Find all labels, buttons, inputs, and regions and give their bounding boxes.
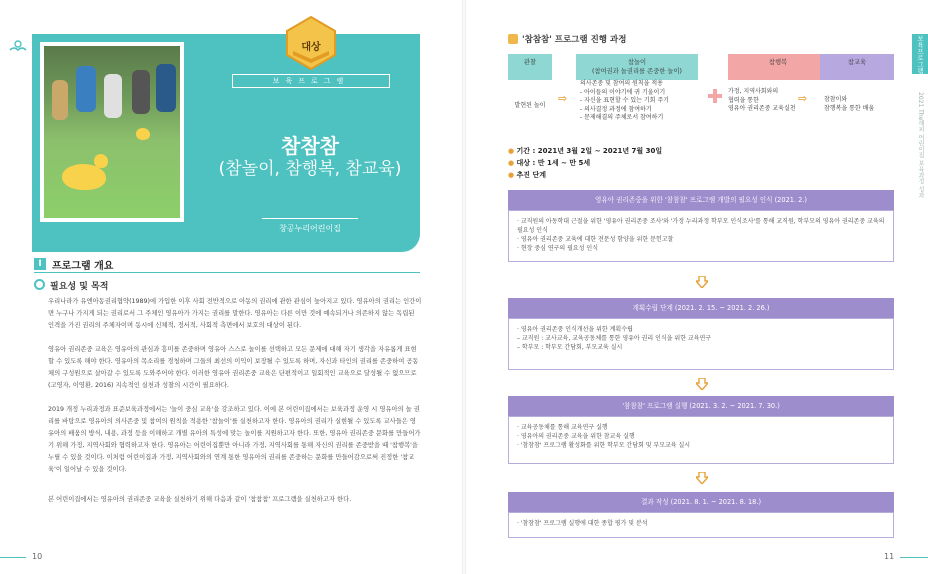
stage-body-happy xyxy=(728,88,838,114)
step-2-body xyxy=(508,318,894,370)
play-item: - 의사결정 과정에 참여하기 xyxy=(580,105,652,113)
section-number: I xyxy=(34,258,46,270)
play-item: - 아이들의 이야기에 귀 기울이기 xyxy=(580,88,666,96)
step-1-body xyxy=(508,210,894,262)
step-4-head: 결과 작성 (2021. 8. 1. ~ 2021. 8. 18.) xyxy=(508,492,894,512)
program-band: 보육프로그램 xyxy=(232,74,390,88)
target-badge-label: 대상 xyxy=(301,42,321,53)
happy-item: 협력을 통한 xyxy=(728,96,759,104)
school-name: 창공누리어린이집 xyxy=(262,218,358,234)
step-item: · '참참참' 프로그램 활성화를 위한 학부모 간담회 및 부모교육 실시 xyxy=(517,442,691,449)
arrow-right-icon: ⇨ xyxy=(558,92,568,105)
happy-item: 영유아 권리존중 교육실천 xyxy=(728,105,796,112)
section-title: 프로그램 개요 xyxy=(52,261,114,272)
page-number: 11 xyxy=(884,552,895,561)
step-item: – 학부모 : 학부모 간담회, 부모교육 실시 xyxy=(517,344,623,351)
target-icon xyxy=(34,279,45,290)
edu-item: 참참이와 xyxy=(824,96,848,103)
step-item: · 영유아 권리존중 인식개선을 위한 계획수립 xyxy=(517,326,633,333)
stage-body-observe: 발현된 놀이 xyxy=(514,102,546,109)
stage-head-edu: 참교육 xyxy=(820,54,894,80)
right-page xyxy=(464,0,928,574)
stage-head-observe: 관찰 xyxy=(508,54,552,80)
side-tab: 보육프로그램 xyxy=(912,34,928,74)
step-item: · 영유아 권리존중 교육에 대한 전문성 함양을 위한 문헌고찰 xyxy=(517,236,674,243)
section-divider xyxy=(34,272,420,273)
step-3-body xyxy=(508,416,894,464)
stage-head-play: 참놀이 (참여권과 놀권리를 존중한 놀이) xyxy=(576,54,698,80)
target-info: ● 대상 : 만 1세 ~ 만 5세 xyxy=(508,159,591,167)
step-1-head: 영유아 권리존중을 위한 '참참참' 프로그램 개발의 필요성 인식 (2021. 2.) xyxy=(508,190,894,210)
play-item: - 문제해결의 주체로서 참여하기 xyxy=(580,114,664,121)
program-subtitle: (참놀이, 참행복, 참교육) xyxy=(218,159,402,179)
arrow-down-icon xyxy=(696,378,708,390)
arrow-down-icon xyxy=(696,276,708,288)
paragraph-2: 영유아 권리존중 교육은 영유아의 관심과 흥미를 존중하며 영유아 스스로 놀이를 선택하고 모든 문제에 대해 자기 생각을 자유롭게 표현할 수 있도록 해야 한다. 영유아의 목소리를 경청하며 그들의 최선의 이익이 보장될 수 있도록 하며, 자신과 타인의 권리를 존중하여 공동체의 구성원으로 살아갈 수 있도록 도와주어야 한다. 이러한 영유아 권리존중 교육은 단편적이고 일회적인 교육으로 달성될 수 없으므로(고영자, 이영환, 2016) 지속적인 실천과 성찰의 시간이 필요하다. xyxy=(48,346,419,389)
target-text: 대상 : 만 1세 ~ 만 5세 xyxy=(516,159,591,167)
step-item: · 교육공동체를 통해 교육연구 실행 xyxy=(517,424,608,431)
step-item: · 영유아의 권리존중 교육을 위한 참교육 실행 xyxy=(517,433,635,440)
step-4-body xyxy=(508,512,894,538)
stage-body-edu xyxy=(824,96,898,113)
footer-line xyxy=(900,557,928,558)
stage-body-play xyxy=(580,80,700,123)
page-number: 10 xyxy=(32,552,43,561)
step-item: – 교직원 : 교사교육, 교육공동체를 통한 영유아 권리 인식을 위한 교육연구 xyxy=(517,335,712,342)
program-photo xyxy=(40,42,184,222)
paragraph-4: 본 어린이집에서는 영유아의 권리존중 교육을 실천하기 위해 다음과 같이 '참참참' 프로그램을 실천하고자 한다. xyxy=(48,496,352,503)
step-2-head: 계획수립 단계 (2021. 2. 15. ~ 2021. 2. 26.) xyxy=(508,298,894,318)
period-info: ● 기간 : 2021년 3월 2일 ~ 2021년 7월 30일 xyxy=(508,147,663,155)
play-item: - 자신을 표현할 수 있는 기회 주기 xyxy=(580,97,669,104)
stage-head-happy: 참행복 xyxy=(728,54,828,80)
hands-icon xyxy=(8,38,28,56)
plus-icon xyxy=(708,89,722,103)
arrow-down-icon xyxy=(696,472,708,484)
arrow-right-icon: ⇨ xyxy=(798,92,808,105)
program-title: 참참참 xyxy=(281,134,339,158)
period-text: 기간 : 2021년 3월 2일 ~ 2021년 7월 30일 xyxy=(516,147,663,155)
step-item: · '참참참' 프로그램 실행에 대한 종합 평가 및 분석 xyxy=(517,520,648,527)
process-heading: '참참참' 프로그램 진행 과정 xyxy=(522,35,627,45)
step-3-head: '참참참' 프로그램 실행 (2021. 3. 2. ~ 2021. 7. 30.) xyxy=(508,396,894,416)
edu-item: 참행복을 통한 배움 xyxy=(824,104,875,112)
steps-label: ● 추진 단계 xyxy=(508,171,547,179)
step-item: · 현장 중심 연구의 필요성 인식 xyxy=(517,245,599,252)
paragraph-1: 우리나라가 유엔아동권리협약(1989)에 가입한 이후 사회 전반적으로 아동의 권리에 관한 관심이 높아지고 있다. 영유아의 권리는 인간이면 누구나 가지게 되는 권리로서 그 주체인 영유아가 가지는 권리를 말한다. 영유아는 다른 이만 것에 예속되거나 의존하지 않는 독립된 인격을 가진 권리의 주체자이며 동시에 신체적, 정서적, 사회적 측면에서 보호의 대상이 된다. xyxy=(48,298,422,329)
footer-line xyxy=(0,557,26,558)
steps-label-text: 추진 단계 xyxy=(516,171,547,179)
play-item: 의사존중 및 참여의 원칙을 적용 xyxy=(580,80,663,87)
process-icon xyxy=(508,34,518,44)
step-item: · 교직원의 아동학대 근절을 위한 '영유아 권리존중 조사'와 '가정 누리과정 학부모 인식조사'를 통해 교직원, 학부모의 영유아 권리존중 교육의 필요성 인식 xyxy=(517,218,885,234)
happy-item: 가정, 지역사회와의 xyxy=(728,88,779,95)
subsection-title: 필요성 및 목적 xyxy=(50,282,109,292)
paragraph-3: 2019 개정 누리과정과 표준보육과정에서는 '놀이 중심 교육'을 강조하고 있다. 이에 본 어린이집에서는 보육과정 운영 시 영유아의 놀 권리를 바탕으로 영유아의 의사존중 및 참여의 원칙을 적용한 '참놀이'를 실천하고자 한다. 영유아의 권리가 실현될 수 있도록 교사들은 영유아의 배움의 방식, 내용, 과정 등을 이해하고 개별 유아의 특성에 맞는 놀이를 지원하고자 한다. 또한, 영유아 권리존중 문화를 만들어가기 위해 가정, 지역사회와 협력하고자 한다. 영유아는 어린이집뿐만 아니라 가정, 지역사회를 통해 자신의 권리를 존중받을 때 '참행복'을 누릴 수 있을 것이다. 이처럼 어린이집과 가정, 지역사회와의 연계 통한 영유아의 권리를 존중하는 문화를 만들어감으로써 진정한 '참교육'이 일어날 수 있을 것이다. xyxy=(48,406,421,473)
side-running-text: 2021 The해피 어린이집 보육과정 성과 xyxy=(917,92,924,199)
